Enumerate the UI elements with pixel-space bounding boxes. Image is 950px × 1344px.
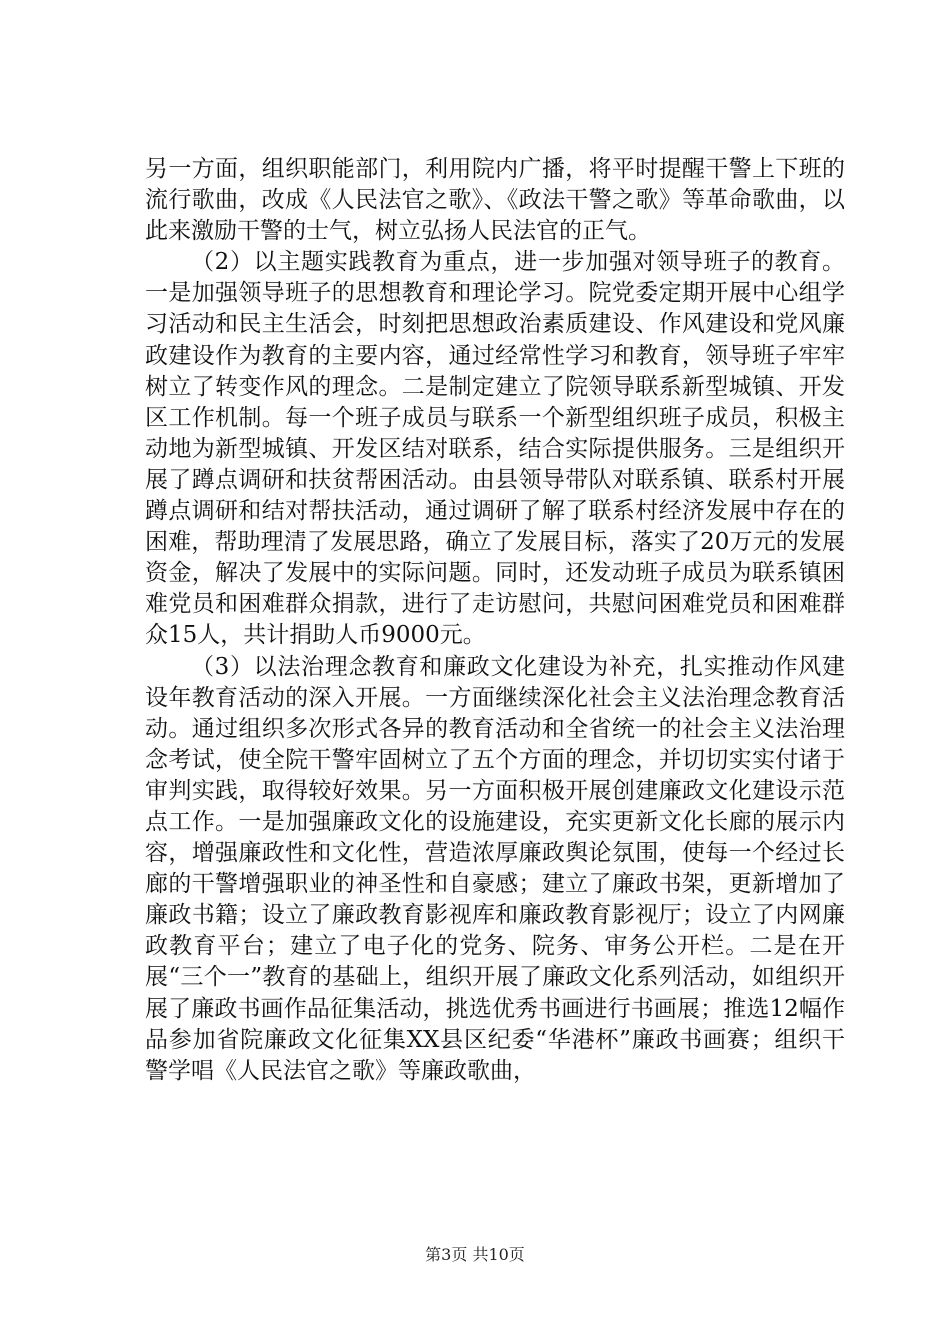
paragraph-1: 另一方面，组织职能部门，利用院内广播，将平时提醒干警上下班的流行歌曲，改成《人民法官之歌》、《政法干警之歌》等革命歌曲，以此来激励干警的士气，树立弘扬人民法官的正气。 xyxy=(145,156,845,245)
page-footer xyxy=(0,1242,950,1265)
page-number-label: 第3页 共10页 xyxy=(425,1245,525,1264)
document-body xyxy=(145,154,845,1087)
paragraph-2: （2）以主题实践教育为重点，进一步加强对领导班子的教育。一是加强领导班子的思想教育和理论学习。院党委定期开展中心组学习活动和民主生活会，时刻把思想政治素质建设、作风建设和党风廉政建设作为教育的主要内容，通过经常性学习和教育，领导班子牢牢树立了转变作风的理念。二是制定建立了院领导联系新型城镇、开发区工作机制。每一个班子成员与联系一个新型组织班子成员，积极主动地为新型城镇、开发区结对联系，结合实际提供服务。三是组织开展了蹲点调研和扶贫帮困活动。由县领导带队对联系镇、联系村开展蹲点调研和结对帮扶活动，通过调研了解了联系村经济发展中存在的困难，帮助理清了发展思路，确立了发展目标，落实了20万元的发展资金，解决了发展中的实际问题。同时，还发动班子成员为联系镇困难党员和困难群众捐款，进行了走访慰问，共慰问困难党员和困难群众15人，共计捐助人币9000元。 xyxy=(145,249,845,649)
paragraph-3: （3）以法治理念教育和廉政文化建设为补充，扎实推动作风建设年教育活动的深入开展。一方面继续深化社会主义法治理念教育活动。通过组织多次形式各异的教育活动和全省统一的社会主义法治理念考试，使全院干警牢固树立了五个方面的理念，并切切实实付诸于审判实践，取得较好效果。另一方面积极开展创建廉政文化建设示范点工作。一是加强廉政文化的设施建设，充实更新文化长廊的展示内容，增强廉政性和文化性，营造浓厚廉政舆论氛围，使每一个经过长廊的干警增强职业的神圣性和自豪感；建立了廉政书架，更新增加了廉政书籍；设立了廉政教育影视库和廉政教育影视厅；设立了内网廉政教育平台；建立了电子化的党务、院务、审务公开栏。二是在开展“三个一”教育的基础上，组织开展了廉政文化系列活动，如组织开展了廉政书画作品征集活动，挑选优秀书画进行书画展；推选12幅作品参加省院廉政文化征集XX县区纪委“华港杯”廉政书画赛；组织干警学唱《人民法官之歌》等廉政歌曲， xyxy=(145,653,845,1084)
